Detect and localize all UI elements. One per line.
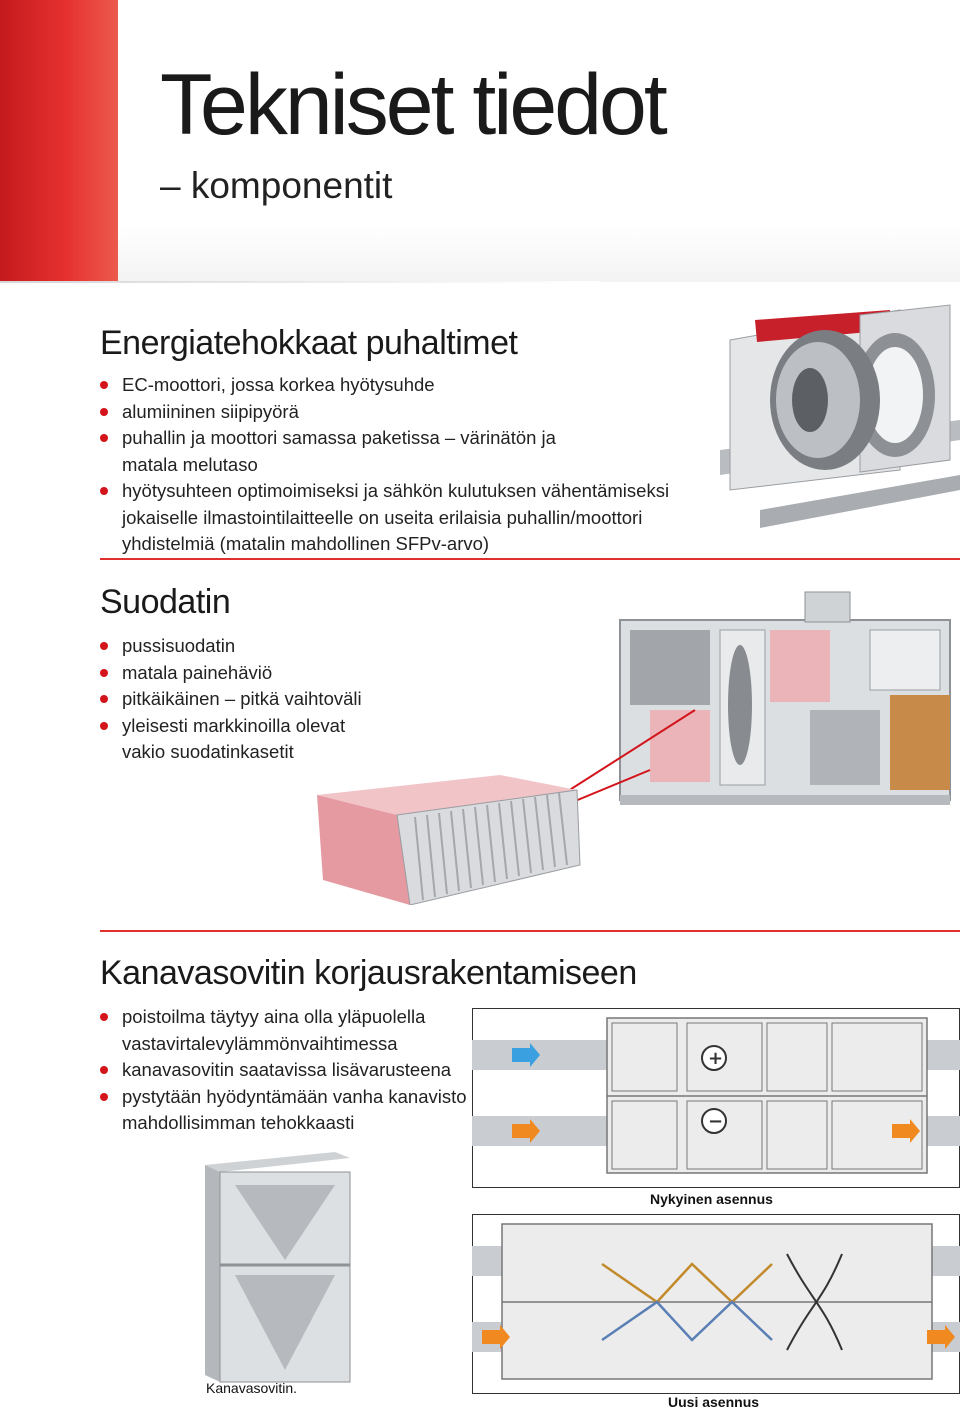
fans-underline [100,558,960,560]
fans-list [100,372,725,558]
fan-illustration [660,300,960,540]
header-red-band [0,0,118,282]
list-item: matala painehäviö [100,660,370,687]
list-item: pussisuodatin [100,633,370,660]
list-item: pystytään hyödyntämään vanha kanavisto mahdollisimman tehokkaasti [100,1084,470,1137]
caption-new-installation: Uusi asennus [668,1394,760,1410]
adapter-illustration [205,1150,355,1385]
caption-current-installation: Nykyinen asennus [650,1191,773,1207]
bag-filter-illustration [315,765,590,905]
current-installation-diagram [472,1008,960,1188]
adapter-heading: Kanavasovitin korjausrakentamiseen [100,954,637,992]
list-item: poistoilma täytyy aina olla yläpuolella vastavirtalevylämmönvaihtimessa [100,1004,470,1057]
list-item: EC-moottori, jossa korkea hyötysuhde [100,372,725,399]
list-item: hyötysuhteen optimoimiseksi ja sähkön kulutuksen vähentämiseksi jokaiselle ilmastointilaitteelle on useita erilaisia puhallin/moottori yhdistelmiä (matalin mahdollinen SFPv-arvo) [100,478,725,558]
page-subtitle: – komponentit [160,165,393,206]
page-title: Tekniset tiedot [160,57,665,153]
filter-list [100,633,370,766]
new-installation-diagram [472,1214,960,1394]
header-divider [0,281,600,283]
list-item: pitkäikäinen – pitkä vaihtoväli [100,686,370,713]
filter-underline [100,930,960,932]
svg-text:+: + [708,1048,724,1069]
list-item: alumiininen siipipyörä [100,399,725,426]
list-item: kanavasovitin saatavissa lisävarusteena [100,1057,470,1084]
svg-text:−: − [708,1111,724,1132]
fans-heading: Energiatehokkaat puhaltimet [100,324,518,362]
filter-heading: Suodatin [100,583,231,621]
adapter-list [100,1004,470,1137]
caption-adapter: Kanavasovitin. [206,1380,298,1396]
list-item: yleisesti markkinoilla olevat vakio suodatinkasetit [100,713,370,766]
list-item: puhallin ja moottori samassa paketissa – värinätön ja matala melutaso [100,425,592,478]
